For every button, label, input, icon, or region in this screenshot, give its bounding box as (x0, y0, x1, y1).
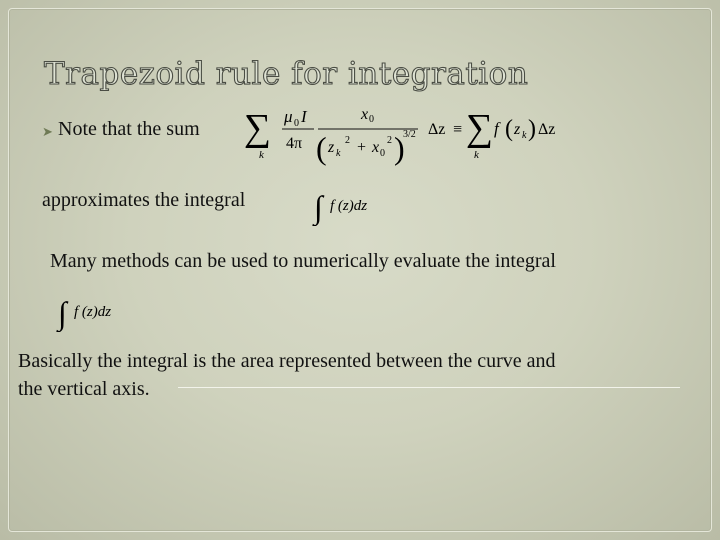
f-right-paren: ) (528, 116, 536, 142)
sigma-symbol: ∑ (244, 107, 272, 149)
bullet-arrow-icon: ➤ (42, 124, 53, 139)
x0-denominator: x (372, 139, 380, 156)
current-symbol: I (301, 107, 307, 126)
mu-symbol: μ (284, 107, 293, 126)
integral-sign-2: ∫ (58, 295, 67, 331)
integral-formula-2 (56, 288, 136, 332)
integral-formula-1 (312, 182, 392, 226)
mu-subscript: 0 (294, 118, 299, 129)
slide-title: Trapezoid rule for integration (44, 56, 529, 92)
divider-line (178, 387, 680, 388)
sum-index: k (259, 149, 264, 161)
sum-index-2: k (474, 149, 479, 161)
f-left-paren: ( (505, 116, 513, 142)
delta-z-2: Δz (538, 121, 556, 138)
z-subscript: k (336, 148, 341, 159)
delta-z: Δz (428, 121, 446, 138)
sum-formula (242, 98, 572, 168)
z-symbol: z (328, 139, 335, 156)
equiv-symbol: ≡ (453, 121, 463, 138)
x0-numerator-sub: 0 (369, 114, 374, 125)
approximates-text: approximates the integral (42, 189, 246, 211)
basically-line-2: the vertical axis. (18, 378, 150, 400)
power-exponent: 3/2 (403, 129, 416, 140)
four-pi: 4π (286, 135, 303, 152)
z-square: 2 (345, 135, 350, 146)
methods-text: Many methods can be used to numerically evaluate the integral (50, 250, 556, 272)
integral-sign: ∫ (314, 189, 323, 225)
f-symbol: f (494, 119, 499, 138)
left-paren: ( (316, 130, 327, 166)
bullet-item (42, 118, 200, 141)
x0-numerator: x (361, 106, 369, 123)
fz-symbol: z (514, 121, 521, 138)
x0-denominator-sub: 0 (380, 148, 385, 159)
integral-body-2: f (z)dz (74, 304, 112, 320)
bullet-text: Note that the sum (58, 118, 200, 140)
basically-line-1: Basically the integral is the area represented between the curve and (18, 350, 556, 372)
sigma-symbol-2: ∑ (466, 107, 494, 149)
x0-square: 2 (387, 135, 392, 146)
plus-sign: + (357, 139, 367, 156)
integral-body: f (z)dz (330, 198, 368, 214)
fz-subscript: k (522, 130, 527, 141)
right-paren: ) (394, 130, 405, 166)
